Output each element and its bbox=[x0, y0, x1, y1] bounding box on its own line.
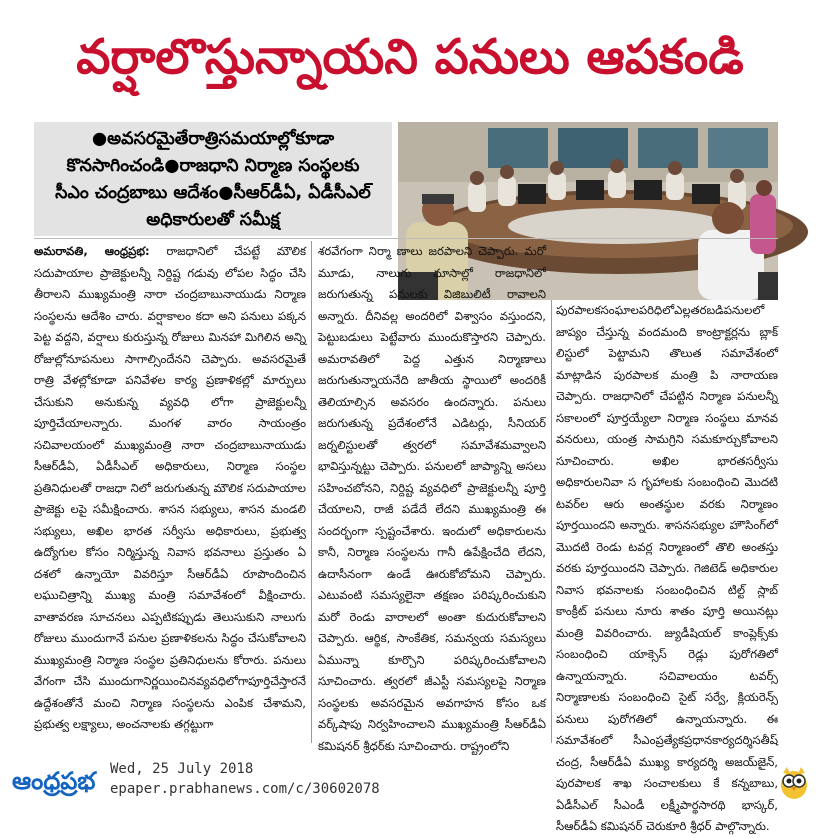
epaper-url[interactable]: epaper.prabhanews.com/c/30602078 bbox=[110, 781, 380, 797]
subheadline-line: సీఎం చంద్రబాబు ఆదేశం●సీఆర్‌డీఏ, ఏడీసీఎల్ bbox=[55, 183, 371, 203]
subheadline-line: అధికారులతో సమీక్ష bbox=[146, 210, 280, 230]
column-divider bbox=[311, 241, 312, 743]
article-text: రాజధానిలో చేపట్టే మౌలిక సదుపాయాల ప్రాజెక్టులన్నీ నిర్దిష్ట గడువు లోపల సిద్ధం చేసి తీరాలని ముఖ్యమంత్రి నారా చంద్రబాబునాయుడు నిర్మాణ సంస్థలను ఆదేశిం చారు. వర్షాకాలం కదా అని పనులు పక్కన పెట్ట వద్దని, వర్షాలు కురుస్తున్న రోజులు మినహా మిగిలిన అన్ని రోజుల్లోనూపనులు సాగాల్సిందేనని చెప్పారు. అవసరమైతే రాత్రి వేళల్లోకూడా పనివేళల కార్య ప్రణాళికల్లో మార్పులు చేసుకుని అనుకున్న వ్యవధి లోగా ప్రాజెక్టులన్నీ పూర్తిచేయాలన్నారు. మంగళ వారం సాయంత్రం సచివాలయంలో ముఖ్యమంత్రి నారా చంద్రబాబునాయుడు సీఆర్‌డీఏ, ఏడీసీఎల్ అధికారులు, నిర్మాణ సంస్థల ప్రతినిధులతో రాజధా నిలో జరుగుతున్న మౌలిక సదుపాయాల ప్రాజెక్టు లపై సమీక్షించారు. శాసన సభ్యులు, శాసన మండలి సభ్యులు, అఖిల భారత సర్వీసు అధికారులు, ప్రభుత్వ ఉద్యోగుల కోసం నిర్మిస్తున్న నివాస భవనాలు ప్రస్తుతం ఏ దశలో ఉన్నాయో వివరిస్తూ సీఆర్‌డీఏ రూపొందించిన లఘుచిత్రాన్ని ముఖ్య మంత్రి సమావేశంలో వీక్షించారు. వాతావరణ సూచనలు ఎప్పటికప్పుడు తెలుసుకుని నాలుగు రోజులు ముందుగానే పనుల ప్రణాళికలను సిద్ధం చేసుకోవాలని ముఖ్యమంత్రి నిర్మాణ సంస్థల ప్రతినిధులను కోరారు. పనులు వేగంగా చేసి ముందుగానిర్ణయించినవ్యవధిలోగాపూర్తిచేస్తారనే ఉద్దేశంతోనే మంచి నిర్మాణ సంస్థలను ఎంపిక చేశామని, ప్రభుత్వ లక్ష్యాలు, అంచనాలకు తగ్గట్టుగా bbox=[34, 244, 306, 731]
subheadline-box bbox=[34, 122, 392, 236]
headline: వర్షాలొస్తున్నాయని పనులు ఆపకండి bbox=[76, 29, 744, 85]
publication-date: Wed, 25 July 2018 bbox=[110, 761, 254, 777]
logo-text: ఆంధ్రప్రభ bbox=[12, 767, 96, 795]
article-column-2 bbox=[318, 241, 546, 753]
subheadline-line: కొనసాగించండి●రాజధాని నిర్మాణ సంస్థలకు bbox=[66, 156, 360, 176]
andhra-prabha-logo bbox=[10, 759, 94, 799]
section-divider bbox=[34, 238, 778, 239]
article-column-3 bbox=[556, 300, 778, 833]
subheadline-line: ●అవసరమైతేరాత్రిసమయాల్లోకూడా bbox=[91, 129, 335, 149]
article-text: శరవేగంగా నిర్మా ణాలు జరపాలని చెప్పారు. మరో మూడు, నాలుగు మాసాల్లో రాజధానిలో జరుగుతున్న పనులకు విజిబులిటీ రావాలని అన్నారు. దీనివల్ల అందరిలో విశ్వాసం వస్తుందని, పెట్టుబడులు పెట్టేవారు ముందుకొస్తారని చెప్పారు. అమరావతిలో పెద్ద ఎత్తున నిర్మాణాలు జరుగుతున్నాయనేది జాతీయ స్థాయిలో అందరికీ తెలియాల్సిన అవసరం ఉందన్నారు. పనులు జరుగుతున్న ప్రదేశంలోనే ఎడిటర్లు, సీనియర్ జర్నలిస్టులతో త్వరలో సమావేశమవ్వాలని భావిస్తున్నట్టు చెప్పారు. పనులలో జాప్యాన్ని అసలు సహించబోనని, నిర్దిష్ట వ్యవధిలో ప్రాజెక్టులన్నీ పూర్తి చేయాలని, రాజీ పడేదే లేదని ముఖ్యమంత్రి ఈ సందర్భంగా స్పష్టంచేశారు. ఇందులో అధికారులను కానీ, నిర్మాణ సంస్థలను గానీ ఉపేక్షించేది లేదని, ఉదాసీనంగా ఉండే ఊరుకోబోమని చెప్పారు. ఎటువంటి సమస్యలైనా తక్షణం పరిష్కరించుకుని మరో రెండు వారాలలో అంతా కుదురుకోవాలని చెప్పారు. ఆర్థిక, సాంకేతిక, సమన్వయ సమస్యలు ఏమున్నా కూర్చొని పరిష్కరించుకోవాలని సూచించారు. త్వరలో జీఎస్టీ సమస్యలపై నిర్మాణ సంస్థలకు అవసరమైన అవగాహన కోసం ఒక వర్క్‌షాపు నిర్వహించాలని ముఖ్యమంత్రి సీఆర్‌డీఏ కమిషనర్ శ్రీధర్‌కు సూచించారు. రాష్ట్రంలోని bbox=[318, 244, 546, 753]
column-divider bbox=[551, 300, 552, 743]
dateline: అమరావతి, ఆంధ్రప్రభ: bbox=[34, 244, 150, 258]
owl-icon bbox=[778, 765, 810, 801]
article-column-1 bbox=[34, 241, 306, 743]
footer bbox=[0, 757, 816, 807]
article-text: పురపాలకసంఘాలపరిధిలోఎల్లతరబడిపనులలో జాప్యం చేస్తున్న వందమంది కాంట్రాక్టర్లను బ్లాక్ లిస్టులో పెట్టామని తొలుత సమావేశంలో మాట్లాడిన పురపాలక మంత్రి పి నారాయణ చెప్పారు. రాజధానిలో చేపట్టిన నిర్మాణ పనులన్నీ సకాలంలో పూర్తయ్యేలా నిర్మాణ సంస్థలు మానవ వనరులు, యంత్ర సామగ్రిని సమకూర్చుకోవాలని సూచించారు. అఖిల భారతసర్వీసు అధికారులనివా స గృహాలకు సంబంధించి మొదటి టవర్‌ల ఆరు అంతస్థుల వరకు నిర్మాణం పూర్తయిందని అన్నారు. శాసనసభ్యుల హౌసింగ్‌లో మొదటి రెండు టవర్ల నిర్మాణంలో తొలి అంతస్తు వరకు పూర్తయిందని చెప్పారు. గెజిటెడ్ అధికారుల నివాస భవనాలకు సంబంధించిన టిల్ట్ స్లాబ్ కాంక్రీట్ పనులు నూరు శాతం పూర్తి అయినట్లు మంత్రి వివరించారు. జ్యుడీషియల్ కాంప్లెక్స్‌కు సంబంధించి యాక్సెస్ రెడ్లు పురోగతిలో ఉన్నాయన్నారు. సచివాలయం టవర్స్ నిర్మాణాలకు సంబంధించి సైట్ సర్వే, క్లియరెన్స్ పనులు పురోగతిలో ఉన్నాయన్నారు. ఈ సమావేశంలో సీఎంప్రత్యేకప్రధానకార్యదర్శిసతీష్ చంద్ర, సీఆర్‌డీఏ ముఖ్య కార్యదర్శి అజయ్‌జైన్, పురపాలక శాఖ సంచాలకులు కే కన్నబాబు, ఏడీసీఎల్ సీఎండీ లక్ష్మీపార్థసారథి భాస్కర్, సీఆర్‌డీఏ కమిషనర్ చెరుకూరి శ్రీధర్ పాల్గొన్నారు. bbox=[556, 303, 778, 833]
